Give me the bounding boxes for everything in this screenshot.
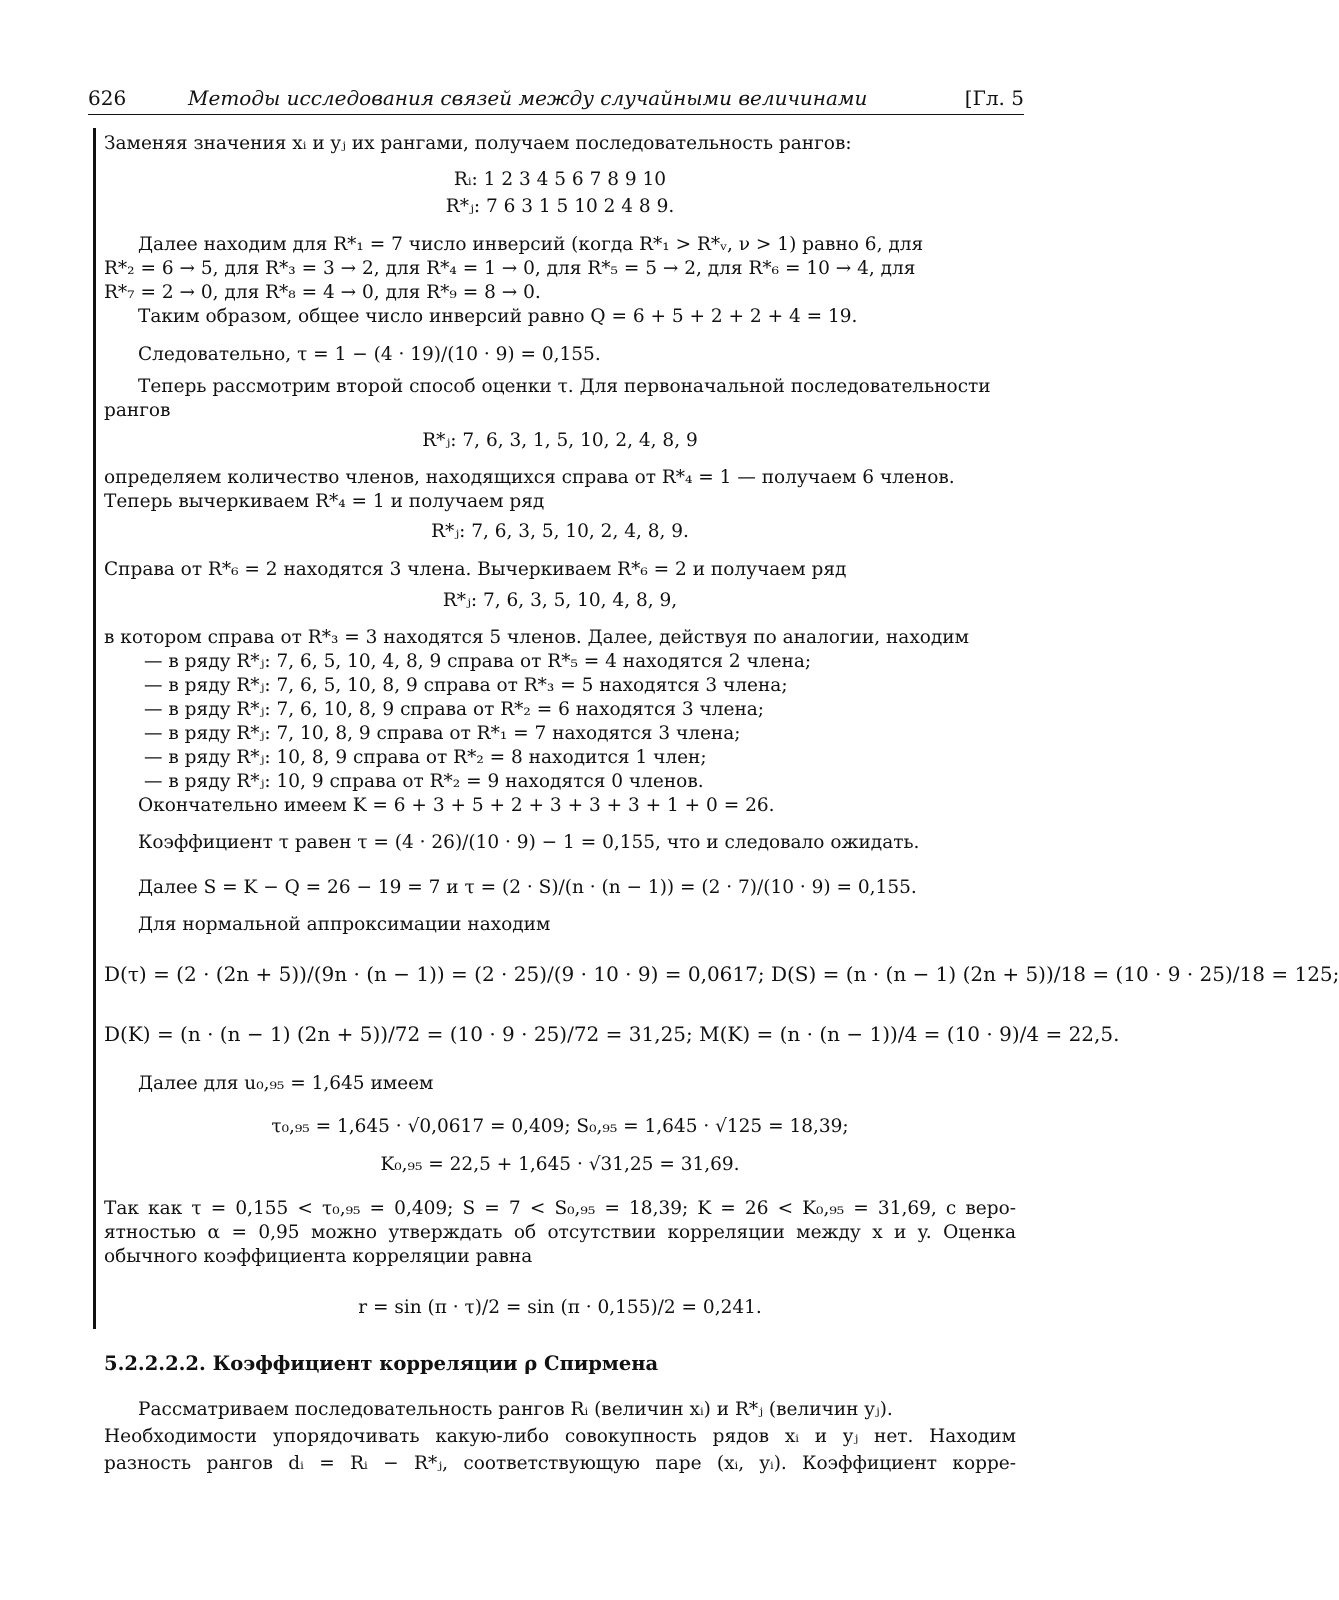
text-line-l26: Далее S = K − Q = 26 − 19 = 7 и τ = (2 · S)/(n · (n − 1)) = (2 · 7)/(10 · 9) = 0,155.: [138, 877, 917, 898]
text-line-l17: в котором справа от R*₃ = 3 находятся 5 членов. Далее, действуя по аналогии, находим: [104, 627, 970, 648]
text-line-l05: R*₂ = 6 → 5, для R*₃ = 3 → 2, для R*₄ = 1 → 0, для R*₅ = 5 → 2, для R*₆ = 10 → 4, для: [104, 258, 916, 279]
text-line-l10: рангов: [104, 400, 171, 421]
text-line-l12: определяем количество членов, находящихся справа от R*₄ = 1 — получаем 6 членов.: [104, 467, 955, 488]
text-line-l32: K₀,₉₅ = 22,5 + 1,645 · √31,25 = 31,69.: [380, 1154, 740, 1175]
text-line-l22: — в ряду R*ⱼ: 10, 8, 9 справа от R*₂ = 8 находится 1 член;: [144, 747, 707, 768]
text-line-l27: Для нормальной аппроксимации находим: [138, 914, 551, 935]
text-line-l01: Заменяя значения xᵢ и yⱼ их рангами, получаем последовательность рангов:: [104, 133, 852, 154]
text-line-l06: R*₇ = 2 → 0, для R*₈ = 4 → 0, для R*₉ = 8 → 0.: [104, 282, 541, 303]
text-line-l08: Следовательно, τ = 1 − (4 · 19)/(10 · 9) = 0,155.: [138, 344, 601, 365]
text-line-l07: Таким образом, общее число инверсий равно Q = 6 + 5 + 2 + 2 + 4 = 19.: [138, 306, 858, 327]
text-line-l37: Рассматриваем последовательность рангов Rᵢ (величин xᵢ) и R*ⱼ (величин yⱼ).: [138, 1399, 893, 1420]
text-line-l30: Далее для u₀,₉₅ = 1,645 имеем: [138, 1073, 434, 1094]
margin-bar: [93, 128, 96, 1329]
text-line-l28: D(τ) = (2 · (2n + 5))/(9n · (n − 1)) = (2 · 25)/(9 · 10 · 9) = 0,0617; D(S) = (n · (n − 1) (2n + 5))/18 = (10 · 9 · 25)/18 = 125;: [104, 962, 1339, 986]
text-line-l20: — в ряду R*ⱼ: 7, 6, 10, 8, 9 справа от R*₂ = 6 находятся 3 члена;: [144, 699, 765, 720]
text-line-l38: Необходимости упорядочивать какую-либо совокупность рядов xᵢ и yⱼ нет. Находим: [104, 1426, 1016, 1447]
running-title: Методы исследования связей между случайными величинами: [188, 86, 868, 110]
text-line-l21: — в ряду R*ⱼ: 7, 10, 8, 9 справа от R*₁ = 7 находятся 3 члена;: [144, 723, 741, 744]
text-line-l19: — в ряду R*ⱼ: 7, 6, 5, 10, 8, 9 справа от R*₃ = 5 находятся 3 члена;: [144, 675, 788, 696]
text-line-l34: ятностью α = 0,95 можно утверждать об отсутствии корреляции между x и y. Оценка: [104, 1222, 1016, 1243]
text-line-l25: Коэффициент τ равен τ = (4 · 26)/(10 · 9) − 1 = 0,155, что и следовало ожидать.: [138, 832, 920, 853]
text-line-l02: Rᵢ: 1 2 3 4 5 6 7 8 9 10: [453, 169, 667, 190]
text-line-l31: τ₀,₉₅ = 1,645 · √0,0617 = 0,409; S₀,₉₅ = 1,645 · √125 = 18,39;: [271, 1116, 849, 1137]
text-line-l23: — в ряду R*ⱼ: 10, 9 справа от R*₂ = 9 находятся 0 членов.: [144, 771, 704, 792]
text-line-l13: Теперь вычеркиваем R*₄ = 1 и получаем ряд: [104, 491, 545, 512]
text-line-l03: R*ⱼ: 7 6 3 1 5 10 2 4 8 9.: [445, 196, 675, 217]
text-line-l04: Далее находим для R*₁ = 7 число инверсий (когда R*₁ > R*ᵥ, ν > 1) равно 6, для: [138, 234, 924, 255]
text-line-l29: D(K) = (n · (n − 1) (2n + 5))/72 = (10 · 9 · 25)/72 = 31,25; M(K) = (n · (n − 1))/4 = (10 · 9)/4 = 22,5.: [104, 1022, 1120, 1046]
text-line-l09: Теперь рассмотрим второй способ оценки τ. Для первоначальной последовательности: [138, 376, 991, 397]
text-line-l11: R*ⱼ: 7, 6, 3, 1, 5, 10, 2, 4, 8, 9: [422, 430, 698, 451]
text-line-l18: — в ряду R*ⱼ: 7, 6, 5, 10, 4, 8, 9 справа от R*₅ = 4 находятся 2 члена;: [144, 651, 812, 672]
text-line-l16: R*ⱼ: 7, 6, 3, 5, 10, 4, 8, 9,: [442, 590, 678, 611]
text-line-l39: разность рангов dᵢ = Rᵢ − R*ⱼ, соответствующую паре (xᵢ, yᵢ). Коэффициент корре-: [104, 1453, 1016, 1474]
text-line-l14: R*ⱼ: 7, 6, 3, 5, 10, 2, 4, 8, 9.: [431, 521, 689, 542]
chapter-label: [Гл. 5: [964, 86, 1024, 110]
text-line-l36: r = sin (π · τ)/2 = sin (π · 0,155)/2 = 0,241.: [358, 1297, 762, 1318]
section-heading: 5.2.2.2.2. Коэффициент корреляции ρ Спирмена: [104, 1352, 659, 1375]
text-line-l33: Так как τ = 0,155 < τ₀,₉₅ = 0,409; S = 7 < S₀,₉₅ = 18,39; K = 26 < K₀,₉₅ = 31,69, с веро-: [104, 1198, 1016, 1219]
text-line-l24: Окончательно имеем K = 6 + 3 + 5 + 2 + 3 + 3 + 3 + 1 + 0 = 26.: [138, 795, 775, 816]
running-header: [88, 84, 1024, 115]
text-line-l15: Справа от R*₆ = 2 находятся 3 члена. Вычеркиваем R*₆ = 2 и получаем ряд: [104, 559, 847, 580]
text-line-l35: обычного коэффициента корреляции равна: [104, 1246, 533, 1267]
page-number: 626: [88, 86, 127, 110]
